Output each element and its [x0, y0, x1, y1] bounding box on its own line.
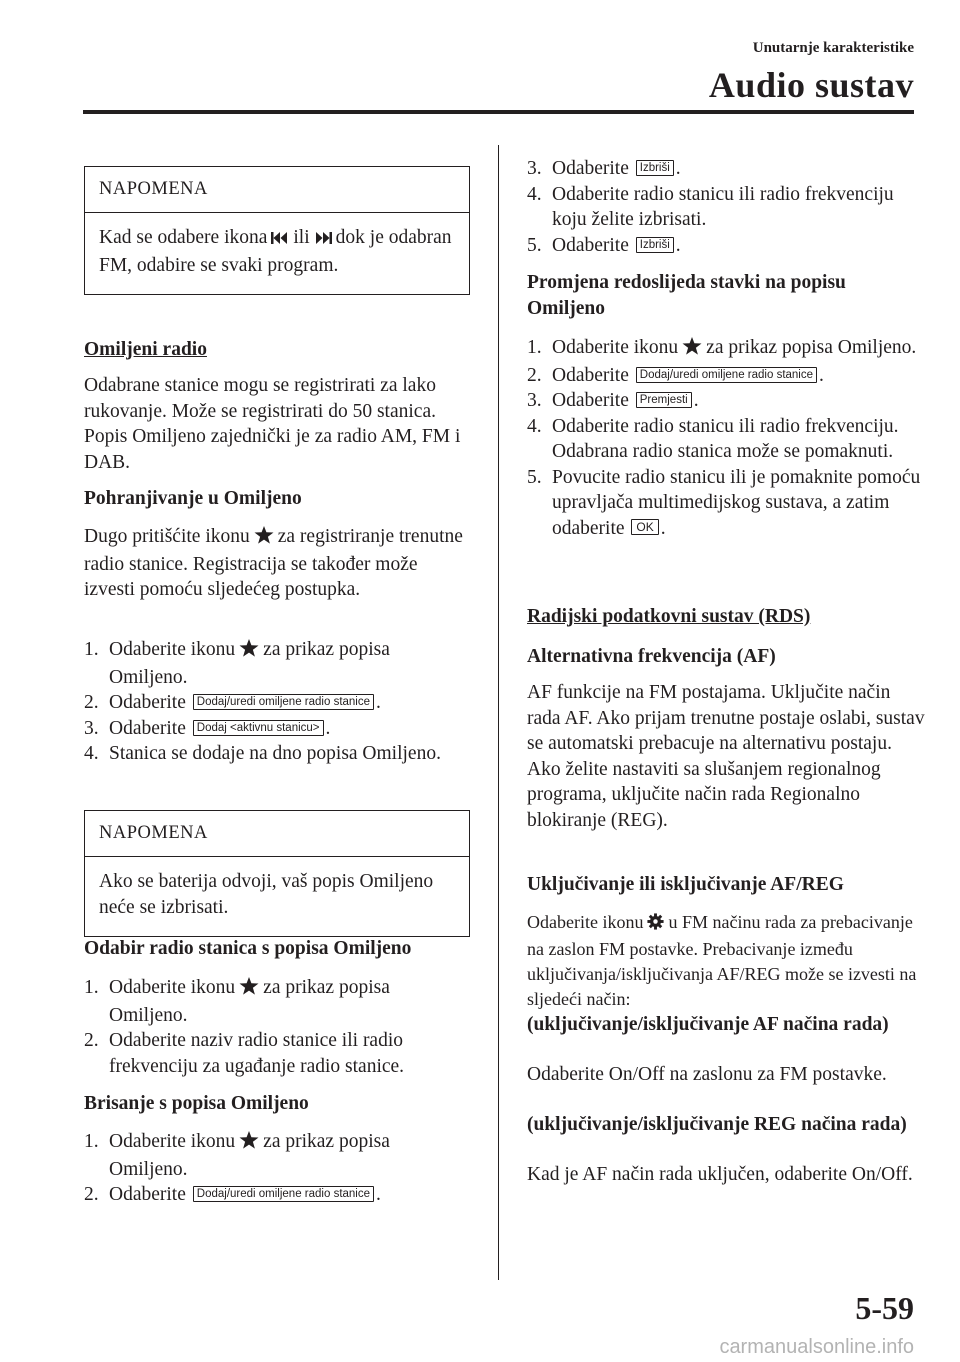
note-title: NAPOMENA	[85, 167, 469, 213]
delete-steps-continued	[527, 156, 927, 258]
edit-favorites-button[interactable]: Dodaj/uredi omiljene radio stanice	[636, 367, 817, 383]
delete-button[interactable]: Izbriši	[636, 160, 674, 176]
watermark: carmanualsonline.info	[719, 1336, 914, 1358]
section-subtitle: Unutarnje karakteristike	[752, 40, 914, 56]
column-divider	[498, 145, 499, 1280]
heading-reg-mode: (uključivanje/isključivanje REG načina rada)	[527, 1114, 907, 1135]
reorder-steps	[527, 335, 927, 541]
list-item: 2. Odaberite naziv radio stanice ili radio frekvenciju za ugađanje radio stanice.	[84, 1030, 405, 1077]
favorites-text: Odabrane stanice mogu se registrirati za lako rukovanje. Može se registrirati do 50 stanica. Popis Omiljeno zajednički je za radio AM, FM i DAB.	[84, 375, 461, 473]
section-heading-favorites: Omiljeni radio	[84, 339, 207, 360]
star-icon	[239, 977, 259, 1003]
list-item: 2. Odaberite Dodaj/uredi omiljene radio stanice .	[84, 1184, 381, 1205]
note-body: Ako se baterija odvoji, vaš popis Omiljeno neće se izbrisati.	[99, 871, 434, 918]
note-box-seek	[84, 166, 470, 295]
heading-store: Pohranjivanje u Omiljeno	[84, 488, 302, 509]
list-item: 4. Stanica se dodaje na dno popisa Omiljeno.	[84, 743, 441, 764]
seek-back-icon	[271, 227, 289, 253]
section-heading-rds: Radijski podatkovni sustav (RDS)	[527, 606, 811, 627]
star-icon	[682, 337, 702, 363]
star-icon	[239, 639, 259, 665]
toggle-text: Odaberite ikonu u FM načinu rada za prebacivanje na zaslon FM postavke. Prebacivanje između uključivanja/isključivanja AF/REG može se izvesti na sljedeći način:	[527, 912, 917, 1009]
af-mode-text: Odaberite On/Off na zaslonu za FM postavke.	[527, 1064, 887, 1085]
list-item: 1. Odaberite ikonu za prikaz popisa Omiljeno.	[84, 1131, 390, 1180]
list-item: 3. Odaberite Izbriši .	[527, 158, 681, 179]
heading-select: Odabir radio stanica s popisa Omiljeno	[84, 938, 412, 959]
delete-button[interactable]: Izbriši	[636, 237, 674, 253]
ok-button[interactable]: OK	[631, 519, 658, 535]
note-title: NAPOMENA	[85, 811, 469, 857]
header-rule	[83, 110, 914, 114]
list-item: 4. Odaberite radio stanicu ili radio frekvenciju. Odabrana radio stanica može se pomaknuti.	[527, 415, 899, 462]
page-title: Audio sustav	[708, 65, 914, 105]
move-button[interactable]: Premjesti	[636, 392, 692, 408]
store-text: Dugo pritišćite ikonu za registriranje trenutne radio stanice. Registracija se također može izvesti pomoću sljedećeg postupka.	[84, 526, 463, 600]
heading-af-mode: (uključivanje/isključivanje AF načina rada)	[527, 1014, 889, 1035]
star-icon	[239, 1131, 259, 1157]
list-item: 2. Odaberite Dodaj/uredi omiljene radio stanice .	[527, 364, 824, 386]
list-item: 1. Odaberite ikonu za prikaz popisa Omiljeno.	[84, 977, 390, 1026]
list-item: 5. Odaberite Izbriši .	[527, 234, 681, 256]
list-item: 2. Odaberite Dodaj/uredi omiljene radio stanice .	[84, 692, 381, 713]
gear-icon	[647, 912, 664, 937]
edit-favorites-button[interactable]: Dodaj/uredi omiljene radio stanice	[193, 694, 374, 710]
list-item: 5. Povucite radio stanicu ili je pomaknite pomoću upravljača multimedijskog sustava, a zatim odaberite OK .	[527, 466, 921, 539]
select-steps	[84, 975, 470, 1079]
note-box-battery	[84, 810, 470, 937]
heading-toggle-af-reg: Uključivanje ili isključivanje AF/REG	[527, 874, 844, 895]
heading-af: Alternativna frekvencija (AF)	[527, 646, 776, 667]
heading-reorder: Promjena redoslijeda stavki na popisu Omiljeno	[527, 272, 846, 319]
list-item: 3. Odaberite Premjesti .	[527, 390, 699, 411]
add-active-station-button[interactable]: Dodaj <aktivnu stanicu>	[193, 720, 324, 736]
list-item: 1. Odaberite ikonu za prikaz popisa Omiljeno.	[527, 335, 927, 363]
edit-favorites-button[interactable]: Dodaj/uredi omiljene radio stanice	[193, 1186, 374, 1202]
seek-forward-icon	[314, 227, 332, 253]
note-body: Kad se odabere ikona ili dok je odabran FM, odabire se svaki program.	[99, 227, 452, 276]
af-text: AF funkcije na FM postajama. Uključite način rada AF. Ako prijam trenutne postaje oslabi, sustav se automatski prebacuje na alternativu postaju. Ako želite nastaviti sa slušanjem regionalnog programa, uključite način rada Regionalno blokiranje (REG).	[527, 682, 925, 831]
list-item: 1. Odaberite ikonu za prikaz popisa Omiljeno.	[84, 639, 390, 688]
list-item: 4. Odaberite radio stanicu ili radio frekvenciju koju želite izbrisati.	[527, 183, 894, 230]
delete-steps	[84, 1129, 470, 1208]
page-number: 5-59	[855, 1290, 914, 1326]
reg-mode-text: Kad je AF način rada uključen, odaberite On/Off.	[527, 1164, 913, 1185]
star-icon	[254, 526, 274, 552]
store-steps	[84, 637, 470, 767]
heading-delete: Brisanje s popisa Omiljeno	[84, 1093, 309, 1114]
list-item: 3. Odaberite Dodaj <aktivnu stanicu> .	[84, 717, 331, 739]
